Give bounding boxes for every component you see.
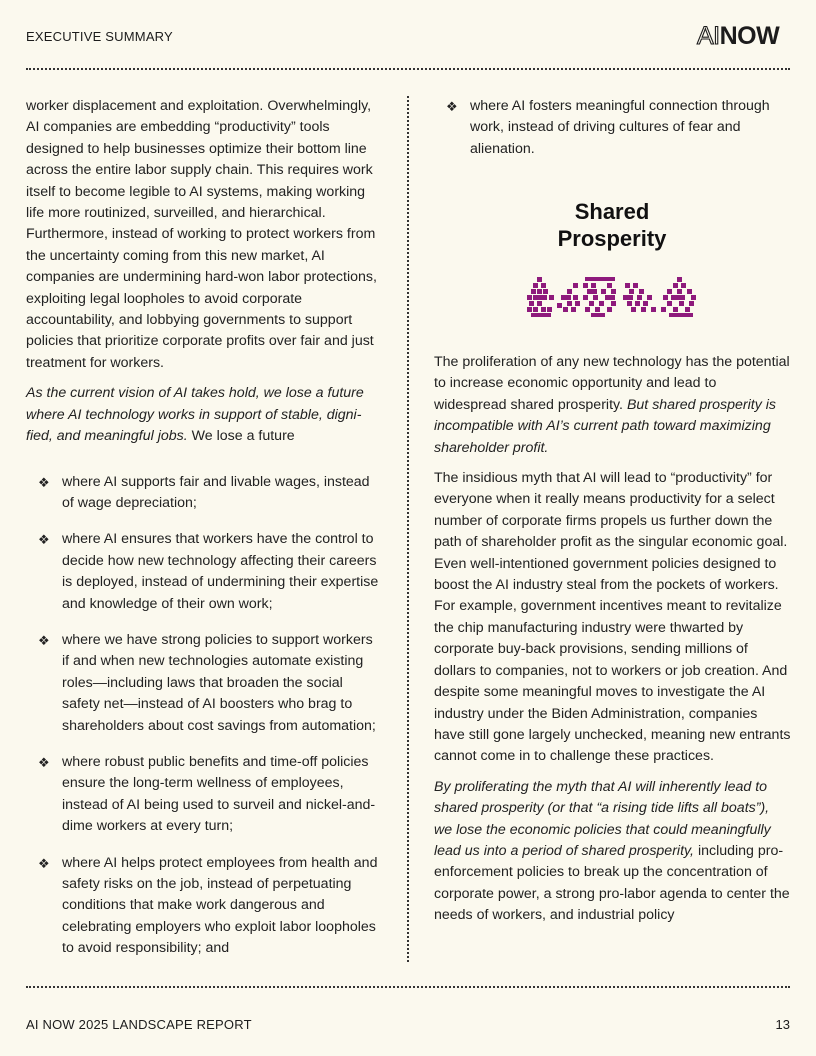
logo-now: NOW: [719, 22, 780, 50]
column-divider: [407, 96, 409, 962]
diamond-bullet-icon: ❖: [38, 532, 50, 548]
right-paragraph-1: [434, 352, 791, 459]
right-paragraph-3-italic: By proliferating the myth that AI will inherently lead to shared prosperity (or that “a rising tide lifts all boats”), we lose the economic policies that could meaningfully lead us into a period of shared prosperity,: [434, 778, 771, 859]
list-item: [26, 630, 383, 737]
diamond-bullet-icon: ❖: [38, 855, 50, 871]
page-number: 13: [775, 1017, 790, 1032]
top-divider: [26, 68, 790, 70]
right-bullet-list: [434, 96, 790, 160]
list-item-text: where AI ensures that workers have the control to decide how new technology affecting their careers is deployed, instead of undermining their expertise and knowledge of their own work;: [62, 531, 379, 612]
footer-report-title: AI NOW 2025 LANDSCAPE REPORT: [26, 1017, 252, 1032]
logo-ai: AI: [697, 22, 720, 50]
list-item: [26, 752, 383, 838]
right-paragraph-3: [434, 777, 791, 927]
left-paragraph-2-italic: As the current vision of AI takes hold, we lose a future where AI technology works in support of stable, dignified, and meaningful jobs.: [26, 385, 364, 445]
left-bullet-list: [26, 472, 383, 960]
left-column: [26, 96, 383, 975]
right-paragraph-3-rest: including pro-enforcement policies to break up the concentration of corporate power, a strong pro-labor agenda to center the needs of workers, and industrial policy: [434, 842, 790, 924]
left-paragraph-1: worker displacement and exploitation. Overwhelmingly, AI companies are embedding “productivity” tools designed to help businesses optimize their bottom line across the entire labor supply chain. This requires work itself to become legible to AI systems, making working life more routinized, surveilled, and hierarchical. Furthermore, instead of working to protect workers from the uncertainty coming from this new market, AI companies are undermining hard-won labor protections, exploiting legal loopholes to avoid corporate accountability, and lobbying governments to support policies that prioritize corporate profits over fair and just treatment for workers.: [26, 98, 377, 371]
right-paragraph-1-rest: The proliferation of any new technology has the potential to increase economic opportunity and lead to widespread shared prosperity.: [434, 354, 790, 413]
left-paragraph-2-rest: We lose a future: [187, 428, 295, 445]
pixel-art-illustration: [527, 277, 697, 319]
diamond-bullet-icon: ❖: [38, 632, 50, 648]
list-item-text: where we have strong policies to support workers if and when new technologies automate existing roles—including laws that broaden the social safety net—instead of AI boosters who brag to shareholders about cost savings from automation;: [62, 631, 376, 734]
section-title-line-1: Shared: [574, 199, 650, 224]
list-item: [26, 529, 383, 615]
section-title: [512, 198, 712, 252]
right-column-body: [434, 352, 791, 936]
ai-now-logo: [697, 21, 789, 51]
right-paragraph-2: The insidious myth that AI will lead to “productivity” for everyone when it really means productivity for a select number of corporate firms propels us further down the path of shareholder profit as the singular economic goal. Even well-intentioned government policies designed to boost the AI industry steal from the pockets of workers. For example, government incentives meant to revitalize the chip manufacturing industry were thwarted by corporate buy-back provisions, sending millions of dollars to companies, not to workers or job creation. And despite some meaningful moves to investigate the AI industry under the Biden Administration, companies have still gone largely unchecked, meaning new entrants cannot come in to challenge these practices.: [434, 470, 791, 765]
diamond-bullet-icon: ❖: [446, 99, 458, 114]
diamond-bullet-icon: ❖: [38, 754, 50, 770]
right-column-top: [434, 96, 790, 175]
list-item-text: where robust public benefits and time-off policies ensure the long-term wellness of employees, instead of AI being used to surveil and nickel-and-dime workers at every turn;: [62, 753, 376, 835]
list-item-text: where AI helps protect employees from health and safety risks on the job, instead of perpetuating conditions that make work dangerous and celebrating employers who exploit labor loopholes to avoid responsibility; and: [62, 854, 378, 957]
diamond-bullet-icon: ❖: [38, 474, 50, 490]
list-item: [434, 96, 790, 160]
left-paragraph-2: [26, 383, 383, 447]
running-header: EXECUTIVE SUMMARY: [26, 29, 173, 44]
right-paragraph-1-italic: But shared prosperity is incompatible with AI’s current path toward maximizing shareholder profit.: [434, 396, 776, 456]
list-item: [26, 853, 383, 960]
list-item: [26, 472, 383, 515]
list-item-text: where AI fosters meaningful connection through work, instead of driving cultures of fear and alienation.: [470, 98, 770, 157]
section-title-line-2: Prosperity: [557, 226, 667, 251]
bottom-divider: [26, 986, 790, 988]
list-item-text: where AI supports fair and livable wages, instead of wage depreciation;: [62, 473, 370, 511]
